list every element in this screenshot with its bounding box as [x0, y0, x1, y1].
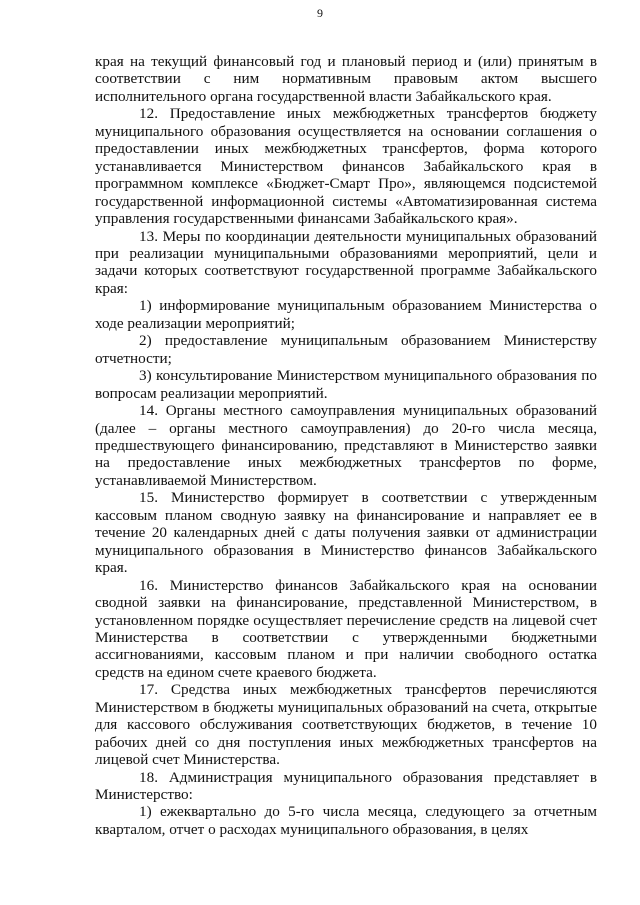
paragraph-continuation: края на текущий финансовый год и плановый период и (или) принятым в соответствии с ним нормативным правовым актом высшего исполнительного органа государственной власти Забайкальского края.: [95, 53, 597, 105]
paragraph-15: 15. Министерство формирует в соответствии с утвержденным кассовым планом сводную заявку на финансирование и направляет ее в течение 20 календарных дней с даты получения заявки от администрации муниципального образования в Министерство финансов Забайкальского края.: [95, 489, 597, 577]
page-number: 9: [317, 6, 323, 20]
document-body: [95, 53, 597, 838]
paragraph-16: 16. Министерство финансов Забайкальского края на основании сводной заявки на финансирование, представленной Министерством, в установленном порядке осуществляет перечисление средств на лицевой счет Министерства в соответствии с утвержденными бюджетными ассигнованиями, кассовым планом и при наличии свободного остатка средств на едином счете краевого бюджета.: [95, 576, 597, 681]
paragraph-14: 14. Органы местного самоуправления муниципальных образований (далее – органы местного самоуправления) до 20-го числа месяца, предшествующего финансированию, представляют в Министерство заявки на предоставление иных межбюджетных трансфертов по форме, устанавливаемой Министерством.: [95, 402, 597, 489]
paragraph-17: 17. Средства иных межбюджетных трансфертов перечисляются Министерством в бюджеты муниципальных образований на счета, открытые для кассового обслуживания соответствующих бюджетов, в течение 10 рабочих дней со дня поступления иных межбюджетных трансфертов на лицевой счет Министерства.: [95, 681, 597, 769]
paragraph-13-item-3: 3) консультирование Министерством муниципального образования по вопросам реализации мероприятий.: [95, 367, 597, 402]
paragraph-13-item-1: 1) информирование муниципальным образованием Министерства о ходе реализации мероприятий;: [95, 297, 597, 332]
paragraph-18-item-1: 1) ежеквартально до 5-го числа месяца, следующего за отчетным кварталом, отчет о расходах муниципального образования, в целях: [95, 803, 597, 838]
paragraph-13-item-2: 2) предоставление муниципальным образованием Министерству отчетности;: [95, 332, 597, 367]
paragraph-13: 13. Меры по координации деятельности муниципальных образований при реализации муниципальными образованиями мероприятий, цели и задачи которых соответствуют государственной программе Забайкальского края:: [95, 227, 597, 297]
paragraph-18: 18. Администрация муниципального образования представляет в Министерство:: [95, 768, 597, 804]
paragraph-12: 12. Предоставление иных межбюджетных трансфертов бюджету муниципального образования осуществляется на основании соглашения о предоставлении иных межбюджетных трансфертов, форма которого устанавливается Министерством финансов Забайкальского края в программном комплексе «Бюджет-Смарт Про», являющемся подсистемой государственной информационной системы «Автоматизированная система управления государственными финансами Забайкальского края».: [95, 105, 597, 228]
